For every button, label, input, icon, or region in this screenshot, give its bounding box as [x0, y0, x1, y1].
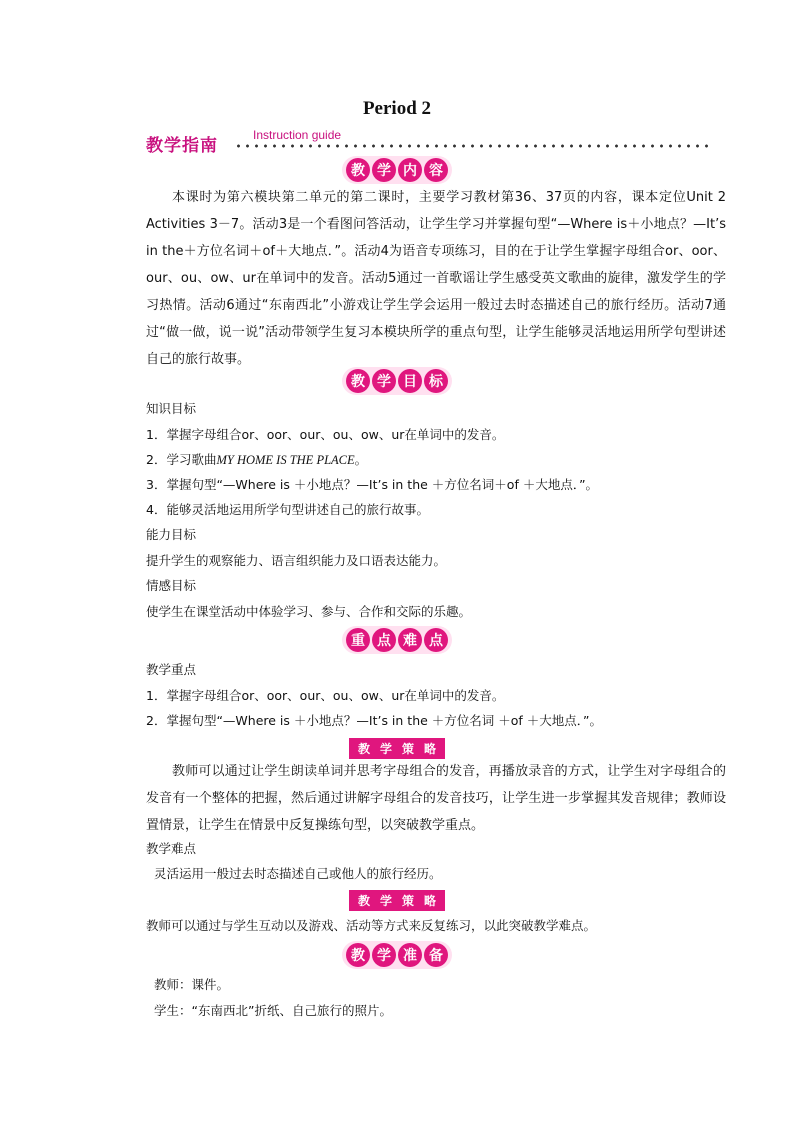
section-badge-content	[0, 156, 794, 184]
badge-char: 标	[424, 369, 448, 393]
badge-char: 学	[379, 742, 392, 756]
badge-char: 略	[423, 742, 436, 756]
knowledge-goal-2	[146, 450, 367, 468]
section-badge-keypoints	[0, 626, 794, 654]
ability-heading: 能力目标	[146, 527, 197, 542]
difficulty-heading: 教学难点	[146, 841, 197, 856]
focus-strategy-paragraph: 教师可以通过让学生朗读单词并思考字母组合的发音，再播放录音的方式，让学生对字母组合的发音有一个整体的把握，然后通过讲解字母组合的发音技巧，让学生进一步掌握其发音规律；教师设置情景，让学生在情景中反复操练句型，以突破教学重点。	[146, 764, 726, 833]
instruction-guide-header	[146, 128, 712, 154]
section-badge-prep	[0, 941, 794, 969]
badge-char: 教	[346, 158, 370, 182]
strategy-badge-2	[0, 890, 794, 911]
prep-teacher: 教师：课件。	[154, 977, 230, 992]
difficulty-item: 灵活运用一般过去时态描述自己或他人的旅行经历。	[154, 866, 442, 881]
guide-en-label: Instruction guide	[253, 128, 342, 142]
badge-char: 准	[398, 943, 422, 967]
badge-char: 学	[372, 158, 396, 182]
section-badge-goals	[0, 367, 794, 395]
prep-student: 学生：“东南西北”折纸、自己旅行的照片。	[154, 1003, 392, 1018]
badge-char: 学	[379, 894, 392, 908]
badge-char: 内	[398, 158, 422, 182]
badge-char: 教	[346, 369, 370, 393]
dotted-leader	[234, 144, 712, 148]
badge-char: 点	[372, 628, 396, 652]
badge-char: 容	[424, 158, 448, 182]
focus-item-1: 1．掌握字母组合or、oor、our、ou、ow、ur在单词中的发音。	[146, 688, 505, 703]
k2-prefix: 2．学习歌曲	[146, 452, 217, 467]
knowledge-goal-4: 4．能够灵活地运用所学句型讲述自己的旅行故事。	[146, 502, 429, 517]
badge-char: 教	[357, 742, 370, 756]
emotion-goal: 使学生在课堂活动中体验学习、参与、合作和交际的乐趣。	[146, 604, 472, 619]
badge-char: 教	[357, 894, 370, 908]
badge-char: 策	[401, 742, 414, 756]
ability-goal: 提升学生的观察能力、语言组织能力及口语表达能力。	[146, 553, 447, 568]
badge-char: 教	[346, 943, 370, 967]
difficulty-strategy: 教师可以通过与学生互动以及游戏、活动等方式来反复练习，以此突破教学难点。	[146, 918, 597, 933]
emotion-heading: 情感目标	[146, 578, 197, 593]
knowledge-goal-3: 3．掌握句型“—Where is ＋小地点？—It’s in the ＋方位名词＋of ＋大地点．”。	[146, 477, 599, 492]
badge-char: 重	[346, 628, 370, 652]
guide-cn-label: 教学指南	[146, 136, 218, 156]
badge-char: 策	[401, 894, 414, 908]
content-paragraph: 本课时为第六模块第二单元的第二课时，主要学习教材第36、37页的内容，课本定位Unit 2 Activities 3－7。活动3是一个看图问答活动，让学生学习并掌握句型“—Where is＋小地点？—It’s in the＋方位名词＋of＋大地点．”。活动4为语音专项练习，目的在于让学生掌握字母组合or、oor、our、ou、ow、ur在单词中的发音。活动5通过一首歌谣让学生感受英文歌曲的旋律，激发学生的学习热情。活动6通过“东南西北”小游戏让学生学会运用一般过去时态描述自己的旅行经历。活动7通过“做一做，说一说”活动带领学生复习本模块所学的重点句型，让学生能够灵活地运用所学句型讲述自己的旅行故事。	[146, 190, 726, 367]
k2-suffix: 。	[354, 452, 368, 467]
badge-char: 略	[423, 894, 436, 908]
badge-char: 点	[424, 628, 448, 652]
focus-item-2: 2．掌握句型“—Where is ＋小地点？—It’s in the ＋方位名词 ＋of ＋大地点．”。	[146, 713, 603, 728]
song-title: MY HOME IS THE PLACE	[216, 453, 355, 467]
knowledge-heading: 知识目标	[146, 401, 197, 416]
page-title: Period 2	[362, 98, 432, 119]
strategy-badge-1	[0, 738, 794, 759]
badge-char: 难	[398, 628, 422, 652]
badge-char: 学	[372, 369, 396, 393]
badge-char: 目	[398, 369, 422, 393]
badge-char: 学	[372, 943, 396, 967]
focus-heading: 教学重点	[146, 662, 197, 677]
knowledge-goal-1: 1．掌握字母组合or、oor、our、ou、ow、ur在单词中的发音。	[146, 427, 505, 442]
badge-char: 备	[424, 943, 448, 967]
